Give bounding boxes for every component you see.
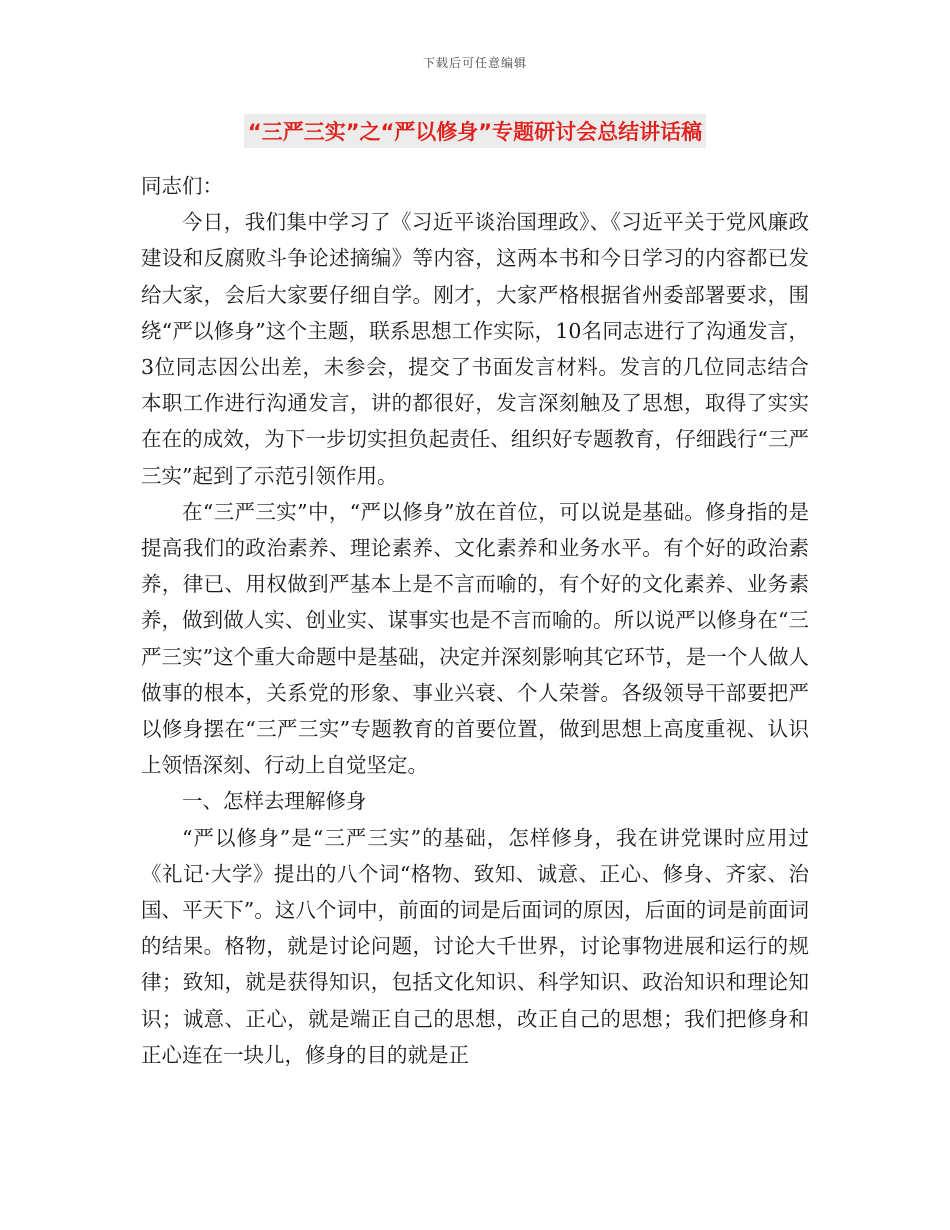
- paragraph-self-cultivation: “严以修身”是“三严三实”的基础，怎样修身，我在讲党课时应用过《礼记·大学》提出的八个词“格物、致知、诚意、正心、修身、齐家、治国、平天下”。这八个词中，前面的词是后面词的原因，后面的词是前面词的结果。格物，就是讨论问题，讨论大千世界，讨论事物进展和运行的规律；致知，就是获得知识，包括文化知识、科学知识、政治知识和理论知识；诚意、正心，就是端正自己的思想，改正自己的思想；我们把修身和正心连在一块儿，修身的目的就是正: [141, 825, 809, 1067]
- section-heading-1: 一、怎样去理解修身: [182, 789, 367, 814]
- salutation: 同志们：: [141, 174, 223, 198]
- title-container: [0, 114, 950, 148]
- document-title: “三严三实”之“严以修身”专题研讨会总结讲话稿: [244, 114, 706, 148]
- paragraph-foundation: 在“三严三实”中，“严以修身”放在首位，可以说是基础。修身指的是提高我们的政治素养、理论素养、文化素养和业务水平。有个好的政治素养，律已、用权做到严基本上是不言而喻的，有个好的文化素养、业务素养，做到做人实、创业实、谋事实也是不言而喻的。所以说严以修身在“三严三实”这个重大命题中是基础，决定并深刻影响其它环节，是一个人做人做事的根本，关系党的形象、事业兴衰、个人荣誉。各级领导干部要把严以修身摆在“三严三实”专题教育的首要位置，做到思想上高度重视、认识上领悟深刻、行动上自觉坚定。: [141, 499, 809, 778]
- document-body: [141, 168, 809, 1073]
- paragraph-intro: 今日，我们集中学习了《习近平谈治国理政》、《习近平关于党风廉政建设和反腐败斗争论述摘编》等内容，这两本书和今日学习的内容都已发给大家，会后大家要仔细自学。刚才，大家严格根据省州委部署要求，围绕“严以修身”这个主题，联系思想工作实际，10名同志进行了沟通发言，3位同志因公出差，未参会，提交了书面发言材料。发言的几位同志结合本职工作进行沟通发言，讲的都很好，发言深刻触及了思想，取得了实实在在的成效，为下一步切实担负起责任、组织好专题教育，仔细践行“三严三实”起到了示范引领作用。: [141, 210, 809, 488]
- header-note: 下载后可任意编辑: [422, 56, 527, 70]
